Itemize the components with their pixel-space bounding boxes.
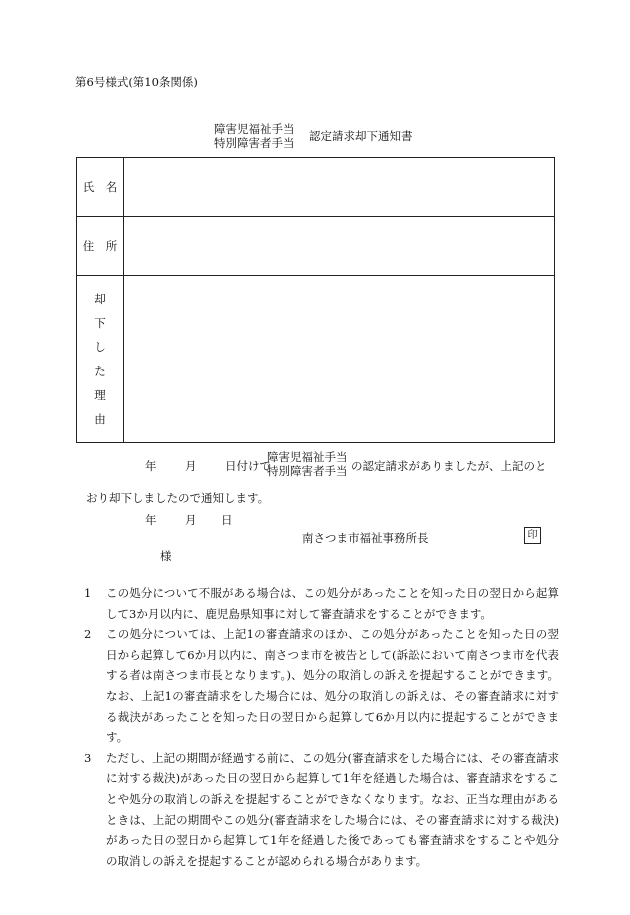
note-item (84, 583, 559, 624)
notice-line-2: おり却下しましたので通知します。 (86, 491, 270, 505)
notice-after-text: の認定請求がありましたが、上記のと (351, 459, 547, 473)
reason-char: た (94, 364, 106, 378)
title-allowance-line2: 特別障害者手当 (214, 136, 295, 150)
name-field[interactable] (124, 158, 555, 217)
note-text: この処分について不服がある場合は、この処分があったことを知った日の翌日から起算して3か月以内に、鹿児島県知事に対して審査請求をすることができます。 (106, 586, 559, 621)
title-allowance-line1: 障害児福祉手当 (214, 122, 295, 136)
issuer-name: 南さつま市福祉事務所長 (302, 531, 429, 545)
reason-char: 理 (94, 388, 106, 402)
seal-icon: 印 (524, 527, 541, 544)
reason-char: 由 (94, 412, 106, 426)
note-number: 2 (84, 627, 92, 642)
notice-month: 月 (185, 459, 197, 473)
form-number: 第6号様式(第10条関係) (75, 75, 198, 89)
title-main: 認定請求却下通知書 (309, 129, 413, 143)
reason-char: 却 (94, 292, 106, 306)
reason-char: 下 (94, 316, 106, 330)
note-text: この処分については、上記1の審査請求のほか、この処分があったことを知った日の翌日から起算して6か月以内に、南さつま市を被告として(訴訟において南さつま市を代表する者は南さつま市長となります。)、処分の取消しの訴えを提起することができます。なお、上記1の審査請求をした場合には、処分の取消しの訴えは、その審査請求に対する裁決があったことを知った日の翌日から起算して6か月以内に提起することができます。 (106, 627, 559, 745)
notice-allowance-line2: 特別障害者手当 (267, 464, 348, 478)
date-month: 月 (185, 513, 197, 527)
notes-section (84, 583, 559, 871)
applicant-table (76, 157, 555, 443)
notice-year: 年 (145, 459, 157, 473)
name-label: 氏 名 (77, 158, 124, 217)
note-item (84, 624, 559, 748)
date-year: 年 (145, 513, 157, 527)
address-label: 住 所 (77, 217, 124, 276)
note-item (84, 748, 559, 872)
reason-label (77, 276, 124, 443)
reason-char: し (94, 340, 106, 354)
recipient-suffix: 様 (160, 549, 172, 563)
notice-day-suffix: 日付けで (225, 459, 271, 473)
note-text: ただし、上記の期間が経過する前に、この処分(審査請求をした場合には、その審査請求に対する裁決)があった日の翌日から起算して1年を経過した場合は、審査請求をすることや処分の取消しの訴えを提起することができなくなります。なお、正当な理由があるときは、上記の期間やこの処分(審査請求をした場合には、その審査請求に対する裁決)があった日の翌日から起算して1年を経過した後であっても審査請求をすることや処分の取消しの訴えを提起することが認められる場合があります。 (106, 750, 559, 868)
note-number: 1 (84, 586, 92, 600)
notice-allowance-line1: 障害児福祉手当 (267, 450, 348, 464)
note-number: 3 (84, 750, 92, 765)
title-allowance-stack (214, 122, 295, 150)
notice-allowance-stack (267, 450, 348, 478)
reason-field[interactable] (124, 276, 555, 443)
address-field[interactable] (124, 217, 555, 276)
date-day: 日 (221, 513, 233, 527)
